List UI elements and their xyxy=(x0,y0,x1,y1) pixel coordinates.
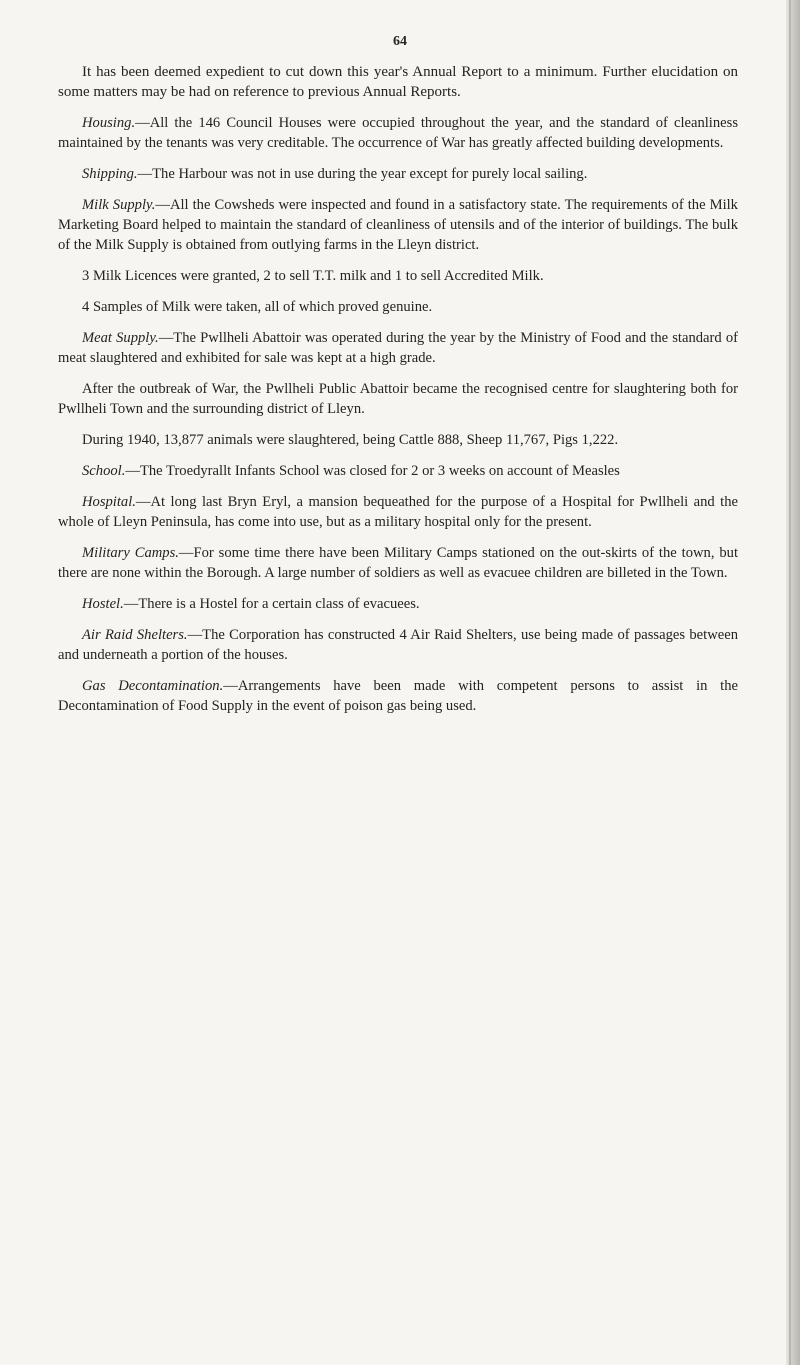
paragraph-text: —For some time there have been Military Camps stationed on the out-skirts of the town, but there are none within the Borough. A large number of soldiers as well as evacuee children are billeted in the Town. xyxy=(58,545,739,581)
paragraph-milk-samples xyxy=(58,297,738,317)
paragraph-shipping xyxy=(58,164,738,184)
paragraph-text: —The Harbour was not in use during the year except for purely local sailing. xyxy=(137,166,588,182)
paragraph-text: —Arrangements have been made with competent persons to assist in the Decontamination of Food Supply in the event of poison gas being used. xyxy=(58,678,738,714)
paragraph-heading: Shipping. xyxy=(82,166,138,182)
paragraph-text: —All the 146 Council Houses were occupied throughout the year, and the standard of cleanliness maintained by the tenants was very creditable. The occurrence of War has greatly affected building developments. xyxy=(58,115,738,151)
paragraph-text: —The Troedyrallt Infants School was closed for 2 or 3 weeks on account of Measles xyxy=(125,463,620,479)
paragraph-text: It has been deemed expedient to cut down this year's Annual Report to a minimum. Further elucidation on some matters may be had on reference to previous Annual Reports. xyxy=(58,64,738,100)
paragraph-gas-decontamination xyxy=(58,676,738,716)
paragraph-heading: Housing. xyxy=(82,115,136,131)
paragraph-intro xyxy=(58,62,738,102)
paragraph-hospital xyxy=(58,492,738,532)
paragraph-text: 3 Milk Licences were granted, 2 to sell T.T. milk and 1 to sell Accredited Milk. xyxy=(82,268,544,284)
paragraph-slaughter-figures xyxy=(58,430,738,450)
paragraph-housing xyxy=(58,113,738,153)
paragraph-text: 4 Samples of Milk were taken, all of which proved genuine. xyxy=(82,299,433,315)
paragraph-meat-supply xyxy=(58,328,738,368)
page-number: 64 xyxy=(393,34,407,49)
paragraph-heading: Air Raid Shelters. xyxy=(82,627,188,643)
paragraph-heading: Gas Decontamination. xyxy=(82,678,224,694)
paragraph-milk-supply xyxy=(58,195,738,255)
paragraph-abattoir xyxy=(58,379,738,419)
paragraph-milk-licences xyxy=(58,266,738,286)
paragraph-text: —The Corporation has constructed 4 Air Raid Shelters, use being made of passages between and underneath a portion of the houses. xyxy=(58,627,738,663)
paragraph-heading: School. xyxy=(82,463,126,479)
paragraph-hostel xyxy=(58,594,738,614)
paragraph-heading: Hostel. xyxy=(82,596,124,612)
paragraph-military-camps xyxy=(58,543,738,583)
paragraph-text: During 1940, 13,877 animals were slaughtered, being Cattle 888, Sheep 11,767, Pigs 1,222. xyxy=(82,432,619,448)
paragraph-heading: Hospital. xyxy=(82,494,136,510)
paragraph-heading: Milk Supply. xyxy=(82,197,156,213)
paragraph-school xyxy=(58,461,738,481)
paragraph-heading: Meat Supply. xyxy=(82,330,159,346)
paragraph-text: After the outbreak of War, the Pwllheli Public Abattoir became the recognised centre for slaughtering both for Pwllheli Town and the surrounding district of Lleyn. xyxy=(58,381,738,417)
paragraph-text: —At long last Bryn Eryl, a mansion bequeathed for the purpose of a Hospital for Pwllheli and the whole of Lleyn Peninsula, has come into use, but as a military hospital only for the present. xyxy=(58,494,738,530)
paragraph-air-raid-shelters xyxy=(58,625,738,665)
paragraph-text: —All the Cowsheds were inspected and found in a satisfactory state. The requirements of the Milk Marketing Board helped to maintain the standard of cleanliness of utensils and of the interior of buildings. The bulk of the Milk Supply is obtained from outlying farms in the Lleyn district. xyxy=(58,197,738,253)
report-body xyxy=(58,62,738,727)
paragraph-text: —There is a Hostel for a certain class of evacuees. xyxy=(123,596,420,612)
paragraph-heading: Military Camps. xyxy=(82,545,179,561)
page-edge-shadow xyxy=(786,0,800,1365)
paragraph-text: —The Pwllheli Abattoir was operated during the year by the Ministry of Food and the standard of meat slaughtered and exhibited for sale was kept at a high grade. xyxy=(58,330,738,366)
